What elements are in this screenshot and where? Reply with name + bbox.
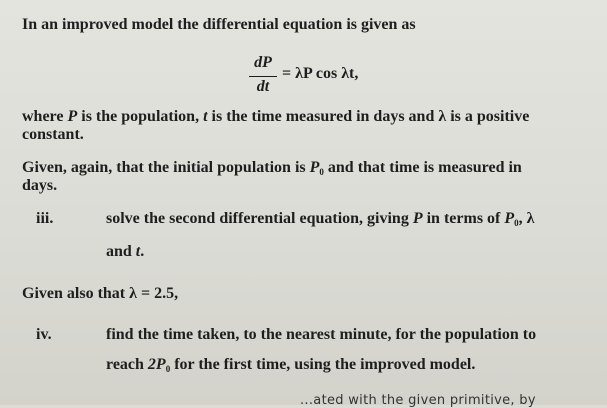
var-t: t — [135, 243, 141, 260]
part-text: . — [140, 243, 145, 260]
fraction-denominator: dt — [256, 78, 270, 95]
given-also-text: Given also that — [22, 285, 130, 302]
given-text: days. — [22, 177, 58, 194]
part-text: in terms of — [422, 210, 505, 227]
fraction-bar — [249, 76, 277, 77]
given-text: and that time is measured in — [323, 159, 522, 176]
part-text: , λ — [518, 210, 535, 227]
part-number: iii. — [36, 210, 54, 227]
where-text: where — [22, 108, 68, 125]
lambda-value: λ = 2.5, — [129, 285, 179, 302]
var-P0: P — [309, 159, 320, 176]
part-text: solve the second differential equation, giving — [106, 210, 413, 227]
part-iv-line-1 — [106, 326, 536, 344]
given-line-1 — [22, 159, 522, 181]
var-P0: P — [504, 210, 515, 227]
part-text: for the first time, using the improved model. — [170, 356, 476, 373]
part-iv-number — [36, 326, 52, 344]
equation-rhs: = λP cos λt, — [282, 65, 359, 82]
part-iii-number — [36, 210, 53, 228]
part-text: reach — [106, 356, 148, 373]
part-iv-line-2 — [106, 356, 475, 378]
given-line-2 — [22, 177, 57, 195]
part-iii-line-2 — [106, 243, 144, 261]
var-P: P — [67, 108, 78, 125]
where-text: is the time measured in days and λ is a positive — [207, 108, 530, 125]
where-line-1 — [22, 108, 529, 126]
intro-text — [22, 16, 416, 34]
intro-label: In an improved model the differential equation is given as — [22, 16, 416, 33]
var-2P0: 2P — [147, 356, 166, 373]
var-P: P — [412, 210, 423, 227]
fraction-numerator: dP — [254, 54, 272, 71]
part-text: find the time taken, to the nearest minute, for the population to — [106, 326, 537, 343]
subscript: 0 — [514, 218, 519, 228]
subscript: 0 — [319, 167, 324, 177]
subscript: 0 — [165, 364, 171, 374]
cut-off-footer-text: ...ated with the given primitive, by — [300, 393, 536, 408]
part-text: and — [106, 243, 136, 260]
part-number: iv. — [36, 326, 52, 343]
part-iii-line-1 — [106, 210, 535, 232]
where-text: is the population, — [77, 108, 204, 125]
var-t: t — [203, 108, 208, 125]
where-line-2 — [22, 126, 84, 144]
given-also-line — [22, 285, 178, 303]
where-text: constant. — [22, 126, 84, 143]
given-text: Given, again, that the initial population is — [22, 159, 310, 176]
